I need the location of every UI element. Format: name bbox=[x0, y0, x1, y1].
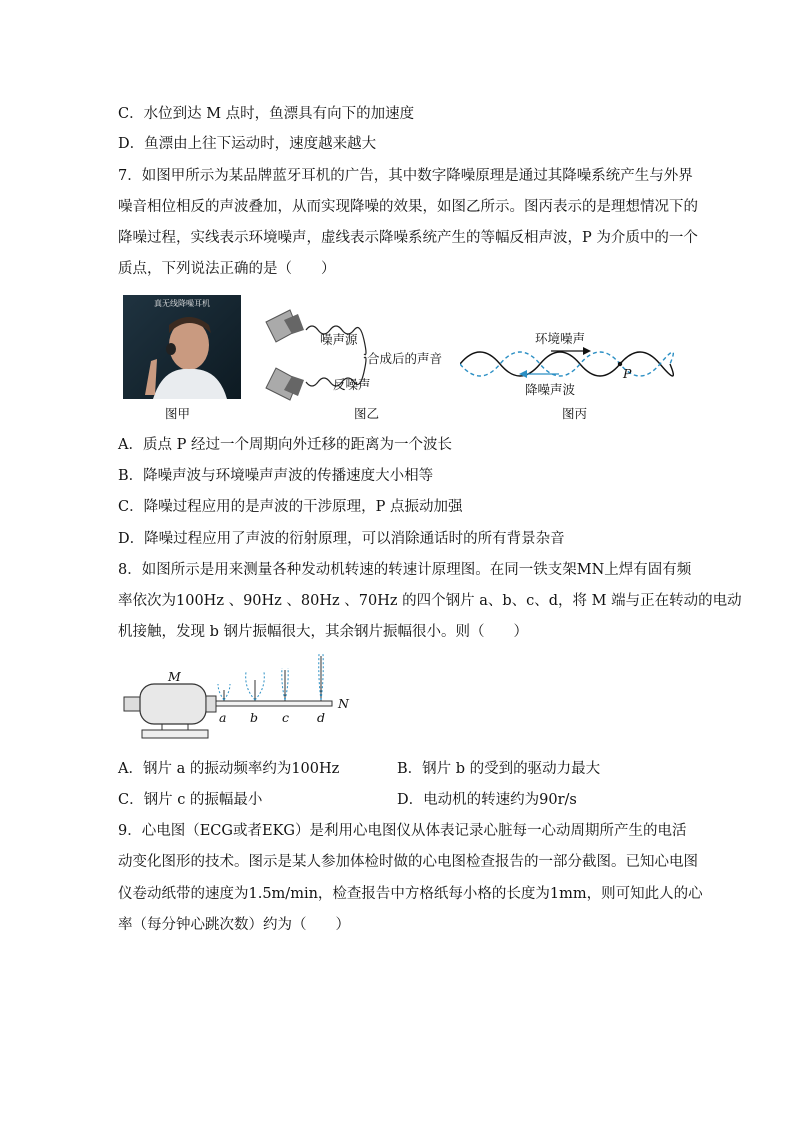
q7-option-b: B．降噪声波与环境噪声声波的传播速度大小相等 bbox=[118, 468, 434, 484]
q8-option-a: A．钢片 a 的振动频率约为100Hz bbox=[118, 761, 340, 777]
q6-option-d: D．鱼漂由上往下运动时，速度越来越大 bbox=[118, 136, 377, 152]
label-noise-source: 噪声源 bbox=[320, 332, 358, 347]
motor-body bbox=[140, 684, 206, 724]
q9-stem-line2: 动变化图形的技术。图示是某人参加体检时做的心电图检查报告的一部分截图。已知心电图 bbox=[118, 854, 698, 870]
reed-b bbox=[246, 672, 265, 701]
label-n: N bbox=[338, 696, 349, 711]
q7-stem-line3: 降噪过程，实线表示环境噪声，虚线表示降噪系统产生的等幅反相声波，P 为介质中的一个 bbox=[118, 230, 698, 246]
q6-option-c: C．水位到达 M 点时，鱼漂具有向下的加速度 bbox=[118, 106, 415, 122]
q9-stem-line1: 9．心电图（ECG或者EKG）是利用心电图仪从体表记录心脏每一心动周期所产生的电活 bbox=[118, 823, 687, 839]
speaker-bottom-icon bbox=[266, 368, 304, 400]
label-p: P bbox=[623, 366, 632, 381]
speaker-top-icon bbox=[266, 310, 304, 342]
caption-yi: 图乙 bbox=[354, 406, 380, 421]
q8-option-c: C．钢片 c 的振幅最小 bbox=[118, 792, 263, 808]
label-combined-sound: 合成后的声音 bbox=[367, 351, 443, 366]
q8-option-d: D．电动机的转速约为90r/s bbox=[397, 792, 577, 808]
point-p bbox=[618, 362, 622, 366]
reed-c bbox=[282, 668, 288, 701]
caption-bing: 图丙 bbox=[562, 406, 588, 421]
caption-jia: 图甲 bbox=[165, 406, 191, 421]
fig-tachometer bbox=[122, 650, 362, 745]
q8-stem-line3: 机接触，发现 b 钢片振幅很大，其余钢片振幅很小。则（ ） bbox=[118, 624, 528, 640]
label-env-noise: 环境噪声 bbox=[535, 331, 586, 346]
label-c: c bbox=[282, 710, 290, 725]
fig-jia-ad-photo bbox=[123, 295, 241, 399]
env-arrow-icon bbox=[551, 346, 591, 356]
q7-option-a: A．质点 P 经过一个周期向外迁移的距离为一个波长 bbox=[118, 437, 452, 453]
q9-stem-line4: 率（每分钟心跳次数）约为（ ） bbox=[118, 917, 350, 933]
q7-option-c: C．降噪过程应用的是声波的干涉原理，P 点振动加强 bbox=[118, 499, 463, 515]
q7-stem-line4: 质点，下列说法正确的是（ ） bbox=[118, 261, 336, 277]
q7-stem-line1: 7．如图甲所示为某品牌蓝牙耳机的广告，其中数字降噪原理是通过其降噪系统产生与外界 bbox=[118, 168, 693, 184]
q9-stem-line3: 仪卷动纸带的速度为1.5m/min，检查报告中方格纸每小格的长度为1mm，则可知此人的心 bbox=[118, 886, 703, 902]
motor-base bbox=[142, 730, 208, 738]
ad-title: 真无线降噪耳机 bbox=[154, 299, 210, 308]
q7-stem-line2: 噪音相位相反的声波叠加，从而实现降噪的效果，如图乙所示。图丙表示的是理想情况下的 bbox=[118, 199, 698, 215]
label-a: a bbox=[219, 710, 227, 725]
label-m: M bbox=[168, 669, 181, 684]
reed-d bbox=[319, 654, 324, 701]
q7-option-d: D．降噪过程应用了声波的衍射原理，可以消除通话时的所有背景杂音 bbox=[118, 531, 565, 547]
label-anti-noise: 反噪声 bbox=[333, 377, 371, 392]
q8-stem-line1: 8．如图所示是用来测量各种发动机转速的转速计原理图。在同一铁支架MN上焊有固有频 bbox=[118, 562, 692, 578]
reed-a bbox=[218, 684, 230, 701]
q8-stem-line2: 率依次为100Hz 、90Hz 、80Hz 、70Hz 的四个钢片 a、b、c、d，将 M 端与正在转动的电动 bbox=[118, 593, 742, 609]
iron-bar-mn bbox=[216, 701, 332, 706]
q8-option-b: B．钢片 b 的受到的驱动力最大 bbox=[397, 761, 601, 777]
motor-coupler bbox=[206, 696, 216, 712]
motor-shaft bbox=[124, 697, 142, 711]
label-b: b bbox=[250, 710, 259, 725]
label-d: d bbox=[317, 710, 326, 725]
label-reduce-wave: 降噪声波 bbox=[525, 382, 576, 397]
reduce-arrow-icon bbox=[519, 369, 559, 379]
